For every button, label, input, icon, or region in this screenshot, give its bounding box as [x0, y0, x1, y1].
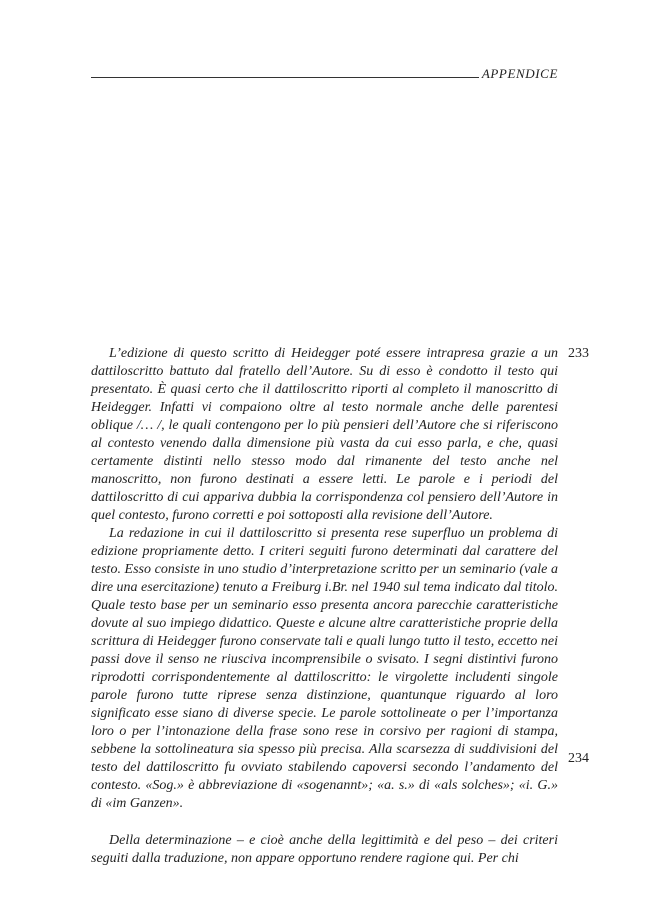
running-head-title: APPENDICE	[481, 66, 558, 81]
paragraph: La redazione in cui il dattiloscritto si presenta rese superfluo un problema di edizione propriamente detto. I criteri seguiti furono determinati dal carattere del testo. Esso consiste in uno studio d’interpretazione scritto per un seminario (vale a dire una esercitazione) tenuto a Freiburg i.Br. nel 1940 sul tema indicato dal titolo. Quale testo base per un seminario esso presenta ancora parecchie caratteristiche dovute al suo impiego didattico. Queste e alcune altre caratteristiche proprie della scrittura di Heidegger furono conservate tali e quali lungo tutto il testo, eccetto nei passi dove il senso ne riusciva incomprensibile o svisato. I segni distintivi furono riprodotti corrispondentemente al dattiloscritto: le virgolette includenti singole parole furono tutte riprese senza distinzione, quantunque riguardo al loro significato esse siano di diverse specie. Le parole sottolineate o per l’importanza loro o per l’intonazione della frase sono rese in corsivo per ragioni di stampa, sebbene la sottolineatura sia spesso più precisa. Alla scarsezza di suddivisioni del testo del dattiloscritto fu ovviato stabilendo capoversi secondo l’andamento del contesto. «Sog.» è abbreviazione di «sogenannt»; «a. s.» di «als solches»; «i. G.» di «im Ganzen».	[91, 526, 558, 811]
margin-page-number: 234	[568, 751, 589, 766]
paragraph: L’edizione di questo scritto di Heidegger poté essere intrapresa grazie a un dattiloscritto battuto dal fratello dell’Autore. Su di esso è condotto il testo qui presentato. È quasi certo che il dattiloscritto riporti al completo il manoscritto di Heidegger. Infatti vi compaiono oltre al testo normale anche delle parentesi oblique /… /, le quali contengono per lo più pensieri dell’Autore che si riferiscono al contesto venendo dalla dimensione più vasta da cui esso parla, e che, quasi certamente distinti nello stesso modo dal rimanente del testo anche nel manoscritto, non furono destinati a essere letti. Le parole e i periodi del dattiloscritto di cui appariva dubbia la corrispondenza col pensiero dell’Autore in quel contesto, furono corretti e poi sottoposti alla revisione dell’Autore.	[91, 346, 558, 523]
paragraph: Della determinazione – e cioè anche della legittimità e del peso – dei criteri seguiti dalla traduzione, non appare opportuno rendere ragione qui. Per chi	[91, 833, 558, 866]
running-head	[91, 66, 558, 82]
margin-page-number: 233	[568, 346, 589, 361]
body-text	[91, 345, 558, 868]
header-rule	[91, 77, 479, 78]
